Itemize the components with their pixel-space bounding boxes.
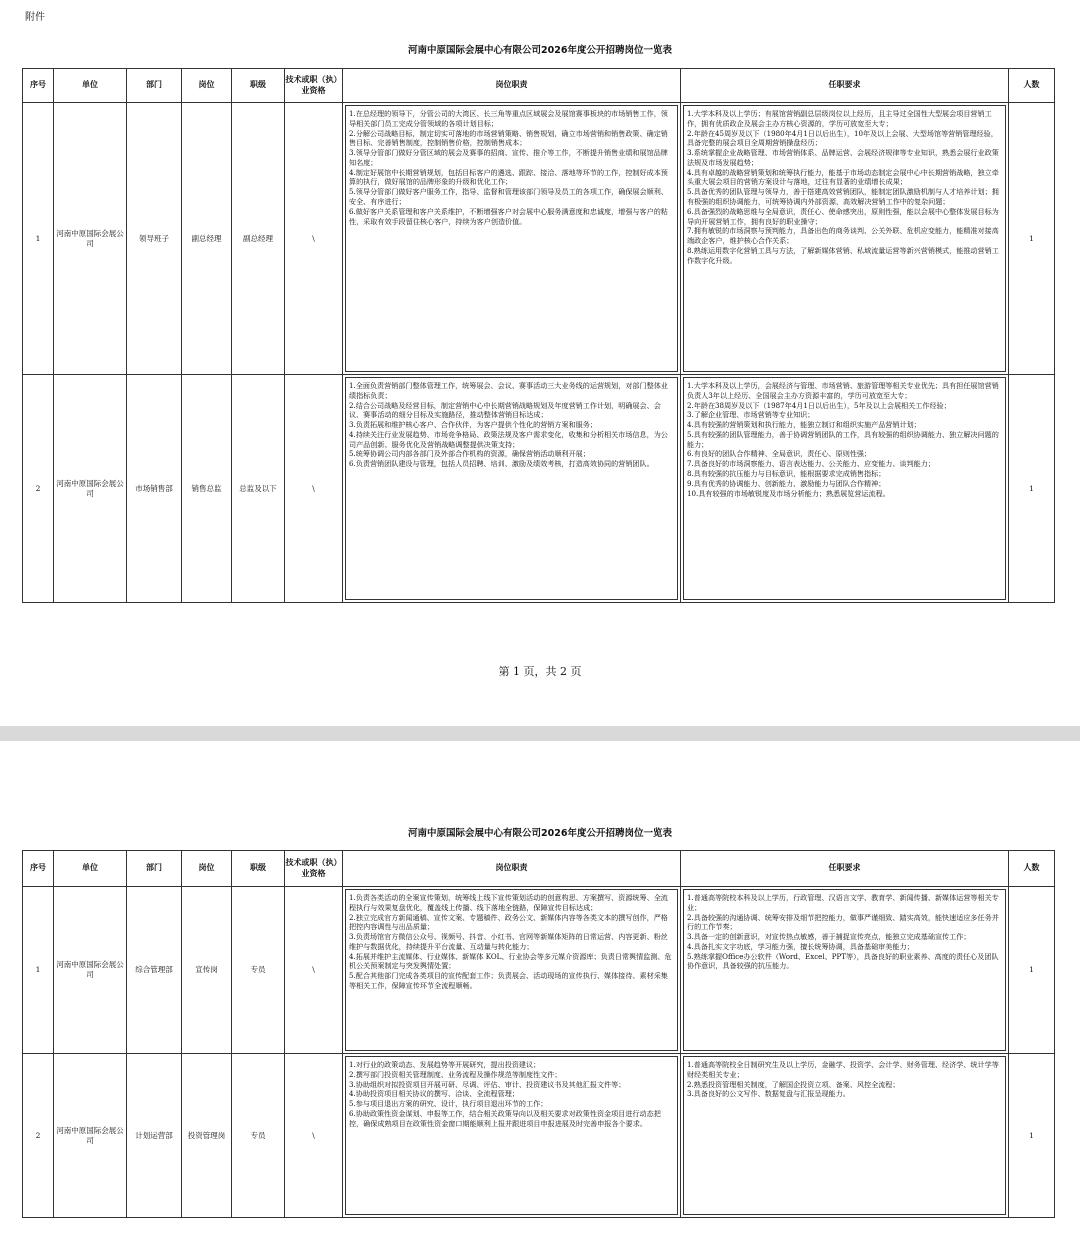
header-unit: 单位: [54, 69, 127, 103]
annex-label: 附件: [25, 12, 45, 23]
header-qualification: 技术或职（执）业资格: [285, 851, 343, 887]
header-requirements: 任职要求: [681, 69, 1009, 103]
cell-requirements: [681, 887, 1009, 1054]
duties-text: 1.对行业的政策动态、发展趋势等开展研究，提出投资建议； 2.撰写部门投资相关管理制度、业务流程及操作规范等制度性文件； 3.协助组织对拟投资项目开展可研、尽调、评估、审计、投资建议书及其他汇报文件等； 4.协助投资项目相关协议的撰写、洽谈、全流程管理； 5.参与项目退出方案的研究、设计，执行项目退出环节的工作； 6.协助政策性资金谋划、申报等工作，结合相关政策导向以及相关要求对政策性资金项目进行动态把控，确保成熟项目在政策性资金窗口期能顺利上报并跟进项目申报进展及时完善申报各个要求。: [345, 1056, 678, 1215]
page-number: 第 1 页，共 2 页: [498, 665, 582, 678]
requirements-text: 1.大学本科及以上学历；有展馆营销副总层级岗位以上经历，且主导过全国性大型展会项目营销工作，拥有优质政企及展会主办方核心资源的，学历可放宽至大专； 2.年龄在45周岁及以下（1980年4月1日以后出生），10年及以上会展、大型场馆等营销管理经验，具备完整的展会项目全周期营销操盘经历； 3.系统掌握企业战略管理、市场营销体系、品牌运营、会展经济规律等专业知识，熟悉会展行业政策法规及市场发展趋势； 4.具有卓越的战略营销策划和统筹执行能力，能基于市场动态制定会展中心中长期营销战略，独立牵头重大展会项目的营销方案设计与落地，过往有显著的业绩增长成果； 5.具备优秀的团队管理与领导力，善于搭建高效营销团队，能制定团队激励机制与人才培养计划；拥有极强的组织协调能力，可统筹协调内外部资源，高效解决营销工作中的复杂问题； 6.具备强烈的战略思维与全局意识，责任心、使命感突出，原则性强，能以会展中心整体发展目标为导向开展营销工作，拥有良好的职业操守； 7.拥有敏锐的市场洞察与预判能力，具备出色的商务谈判、公关外联、危机应变能力，能精准对接高端政企客户，维护核心合作关系； 8.熟练运用数字化营销工具与方法，了解新媒体营销、私域流量运营等新兴营销模式，能推动营销工作数字化升级。: [683, 105, 1006, 372]
page-title: 河南中原国际会展中心有限公司2026年度公开招聘岗位一览表: [408, 45, 672, 56]
cell-qualification: \: [285, 887, 343, 1054]
cell-duties: [343, 887, 681, 1054]
header-dept: 部门: [127, 69, 182, 103]
page-separator: [0, 726, 1080, 741]
recruitment-table: [22, 68, 1055, 603]
header-duties: 岗位职责: [343, 851, 681, 887]
cell-seq: 2: [23, 1054, 54, 1218]
page-title: 河南中原国际会展中心有限公司2026年度公开招聘岗位一览表: [408, 828, 672, 839]
requirements-text: 1.大学本科及以上学历，会展经济与管理、市场营销、旅游管理等相关专业优先；具有担任展馆营销负责人3年以上经历、全国展会主办方资源丰富的，学历可放宽至大专； 2.年龄在38周岁及以下（1987年4月1日以后出生），5年及以上会展相关工作经验； 3.了解企业管理、市场营销等专业知识； 4.具有较强的营销策划和执行能力，能独立制订和组织实施产品营销计划； 5.具有较强的团队管理能力，善于协调营销团队的工作，具有较强的组织协调能力、独立解决问题的能力； 6.有良好的团队合作精神、全局意识，责任心、原则性强； 7.具备良好的市场洞察能力、语言表达能力、公关能力、应变能力、谈判能力； 8.具有较强的抗压能力与目标意识，能根据要求完成销售指标； 9.具有优秀的协调能力、创新能力、激励能力与团队合作精神； 10.具有较强的市场敏锐度及市场分析能力；熟悉展览营运流程。: [683, 377, 1006, 600]
cell-unit: 河南中原国际会展公司: [54, 887, 127, 1054]
table-header: [23, 851, 1055, 887]
cell-seq: 1: [23, 887, 54, 1054]
cell-qualification: \: [285, 375, 343, 603]
header-qualification: 技术或职（执）业资格: [285, 69, 343, 103]
table-row: [23, 103, 1055, 375]
cell-duties: [343, 375, 681, 603]
page-2: [0, 741, 1080, 1241]
cell-dept: 领导班子: [127, 103, 182, 375]
header-position: 岗位: [182, 851, 232, 887]
table-row: [23, 1054, 1055, 1218]
header-dept: 部门: [127, 851, 182, 887]
header-requirements: 任职要求: [681, 851, 1009, 887]
cell-requirements: [681, 375, 1009, 603]
cell-qualification: \: [285, 1054, 343, 1218]
header-position: 岗位: [182, 69, 232, 103]
duties-text: 1.全面负责营销部门整体管理工作，统筹展会、会议、赛事活动三大业务线的运营规划，对部门整体业绩指标负责； 2.结合公司战略及经营目标，制定营销中心中长期营销战略规划及年度营销工作计划，明确展会、会议、赛事活动的细分目标及实施路径，推动整体营销目标达成； 3.负责拓展和维护核心客户、合作伙伴，为客户提供个性化的营销方案和服务； 4.持续关注行业发展趋势、市场竞争格局、政策法规及客户需求变化，收集和分析相关市场信息，为公司产品创新、服务优化及营销战略调整提供决策支持； 5.统筹协调公司内部各部门及外部合作机构的资源，确保营销活动顺利开展； 6.负责营销团队建设与管理，包括人员招聘、培训、激励及绩效考核，打造高效协同的营销团队。: [345, 377, 678, 600]
requirements-text: 1.普通高等院校本科及以上学历，行政管理、汉语言文学、教育学、新闻传播、新媒体运营等相关专业； 2.具备较强的沟通协调、统筹安排及细节把控能力，做事严谨细致、踏实高效，能快速适应多任务并行的工作节奏； 3.具备一定的创新意识，对宣传热点敏感，善于捕捉宣传亮点，能独立完成基础宣传工作； 4.具备扎实文字功底，学习能力强，擅长统筹协调，具备基础审美能力； 5.熟练掌握Office办公软件（Word、Excel、PPT等），具备良好的职业素养、高度的责任心及团队协作意识，具备较强的抗压能力。: [683, 889, 1006, 1051]
header-duties: 岗位职责: [343, 69, 681, 103]
cell-dept: 市场销售部: [127, 375, 182, 603]
duties-text: 1.负责各类活动的全案宣传策划，统筹线上线下宣传策划活动的创意构思、方案撰写、资源统筹、全流程执行与效果复盘优化，覆盖线上传播、线下落地全链路，保障宣传目标达成； 2.独立完成官方新闻通稿、宣传文案、专题稿件、政务公文、新媒体内容等各类文本的撰写创作，严格把控内容调性与出品质量； 3.负责场馆官方微信公众号、视频号、抖音、小红书、官网等新媒体矩阵的日常运营、内容更新、粉丝维护与数据优化，持续提升平台流量、互动量与转化能力； 4.拓展并维护主流媒体、行业媒体、新媒体 KOL、行业协会等多元媒介资源库；负责日常舆情监测、危机公关预案制定与突发舆情处置； 5.配合其他部门完成各类项目的宣传配套工作；负责展会、活动现场的宣传执行、媒体接待、素材采集等相关工作，保障宣传环节全流程顺畅。: [345, 889, 678, 1051]
header-count: 人数: [1009, 69, 1055, 103]
cell-unit: 河南中原国际会展公司: [54, 1054, 127, 1218]
cell-level: 专员: [232, 887, 285, 1054]
cell-count: 1: [1009, 375, 1055, 603]
cell-count: 1: [1009, 103, 1055, 375]
cell-position: 投资管理岗: [182, 1054, 232, 1218]
header-level: 职级: [232, 851, 285, 887]
cell-dept: 计划运营部: [127, 1054, 182, 1218]
cell-seq: 2: [23, 375, 54, 603]
cell-unit: 河南中原国际会展公司: [54, 103, 127, 375]
duties-text: 1.在总经理的领导下，分管公司的大湾区、长三角等重点区域展会及展馆赛事板块的市场销售工作，领导相关部门员工完成分管领域的各项计划目标； 2.分解公司战略目标，制定切实可落地的市场营销策略、销售规划，确立市场营销和销售政策、确定销售目标、完善销售制度，控制销售价格，控制销售成本； 3.领导分管部门做好分管区域的展会及赛事的招商、宣传、推介等工作，不断提升销售业绩和展馆品牌知名度； 4.制定好展馆中长期营销规划，包括目标客户的遴选、跟踪、接洽、落地等环节的工作，控制好成本预算的执行，做好展馆的品牌形象的升级和优化工作； 5.领导分管部门做好客户服务工作，指导、监督和管理该部门领导及员工的各项工作，确保展会顺利、安全、有序进行； 6.做好客户关系管理和客户关系维护，不断增强客户对会展中心服务满意度和忠诚度，增强与客户的粘性，采取有效手段留住核心客户，持续为客户创造价值。: [345, 105, 678, 372]
header-count: 人数: [1009, 851, 1055, 887]
cell-qualification: \: [285, 103, 343, 375]
header-seq: 序号: [23, 69, 54, 103]
table-header: [23, 69, 1055, 103]
cell-unit: 河南中原国际会展公司: [54, 375, 127, 603]
table-row: [23, 887, 1055, 1054]
cell-position: 宣传岗: [182, 887, 232, 1054]
header-seq: 序号: [23, 851, 54, 887]
table-row: [23, 375, 1055, 603]
cell-level: 总监及以下: [232, 375, 285, 603]
cell-count: 1: [1009, 1054, 1055, 1218]
cell-level: 副总经理: [232, 103, 285, 375]
header-unit: 单位: [54, 851, 127, 887]
header-level: 职级: [232, 69, 285, 103]
recruitment-table: [22, 850, 1055, 1218]
cell-dept: 综合管理部: [127, 887, 182, 1054]
cell-count: 1: [1009, 887, 1055, 1054]
cell-duties: [343, 103, 681, 375]
cell-position: 副总经理: [182, 103, 232, 375]
requirements-text: 1.普通高等院校全日制研究生及以上学历，金融学、投资学、会计学、财务管理、经济学、统计学等财经类相关专业； 2.熟悉投资管理相关制度，了解国企投资立项、备案、风控全流程； 3.具备良好的公文写作、数据复盘与汇报呈现能力。: [683, 1056, 1006, 1215]
cell-duties: [343, 1054, 681, 1218]
cell-level: 专员: [232, 1054, 285, 1218]
cell-seq: 1: [23, 103, 54, 375]
cell-requirements: [681, 1054, 1009, 1218]
cell-position: 销售总监: [182, 375, 232, 603]
cell-requirements: [681, 103, 1009, 375]
